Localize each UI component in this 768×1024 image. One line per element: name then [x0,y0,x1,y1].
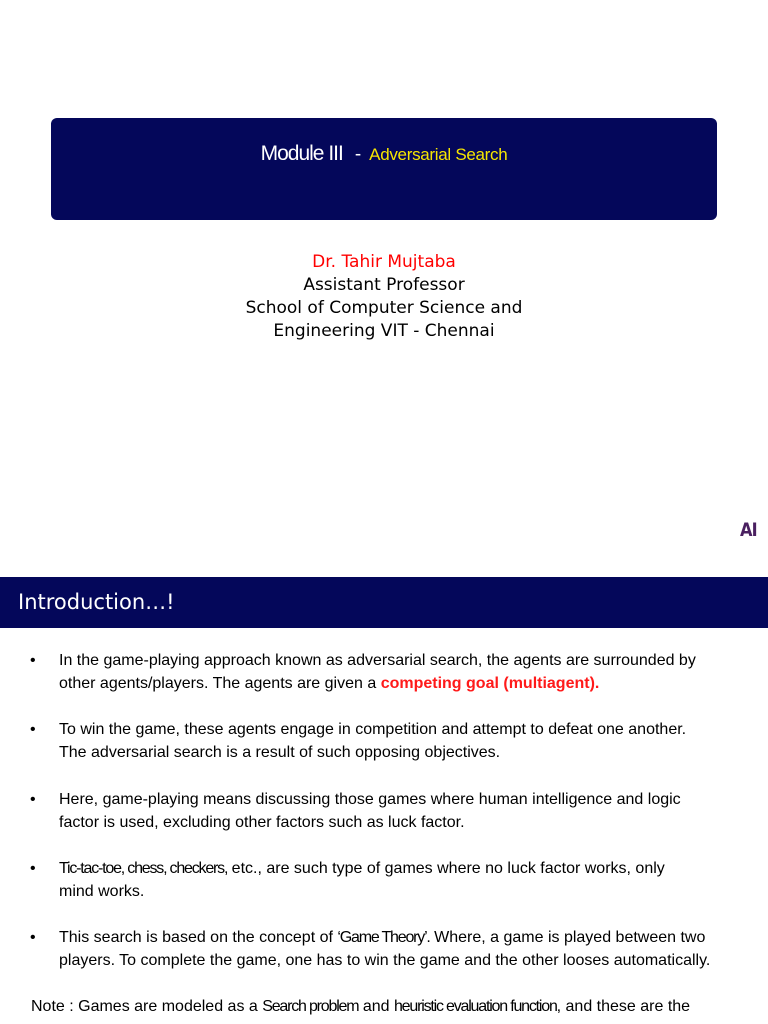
bullet-line: To win the game, these agents engage in competition and attempt to defeat one another. [59,721,687,738]
title-banner [51,118,717,220]
author-name: Dr. Tahir Mujtaba [312,252,456,272]
bullet-line [59,672,764,695]
intro-title: Introduction…! [18,590,175,614]
highlight-text: competing goal (multiagent). [380,675,600,692]
bullet-text [59,926,764,972]
author-block [0,251,768,343]
note-span: Search problem [262,998,359,1015]
bullet-icon: • [30,652,36,669]
bullet-text [59,649,764,695]
subject-title: Adversarial Search [369,145,508,164]
note-span: Note : Games are modeled as a [31,998,263,1015]
bullet-text [59,788,764,834]
bullet-line: The adversarial search is a result of such opposing objectives. [59,744,501,761]
author-school-line1: School of Computer Science and [245,298,523,318]
intro-header [0,577,768,628]
bullet-line: mind works. [59,883,145,900]
bullet-line: players. To complete the game, one has to win the game and the other looses automatically. [59,952,711,969]
bullet-icon: • [30,860,36,877]
note-text [31,995,768,1024]
note-span: , and these are the [556,998,691,1015]
bullet-icon: • [30,721,36,738]
author-school-line2: Engineering VIT - Chennai [273,321,495,341]
bullet-text-span: Tic-tac-toe, chess, checkers, [59,860,228,877]
bullet-line [59,857,764,880]
author-title: Assistant Professor [303,275,465,295]
bullet-line: factor is used, excluding other factors such as luck factor. [59,814,465,831]
bullet-text-span: ‘Game Theory’. [337,929,430,946]
title-line [51,142,717,166]
bullet-line: In the game-playing approach known as adversarial search, the agents are surrounded by [59,652,696,669]
ai-badge: AI [740,519,757,541]
bullet-text-span: other agents/players. The agents are given a [59,675,381,692]
bullet-text-span: etc., are such type of games where no luck factor works, only [227,860,665,877]
module-label: Module III [260,142,343,165]
bullet-icon: • [30,791,36,808]
title-separator: - [354,144,362,165]
note-span: heuristic evaluation function [393,998,557,1015]
bullet-line: Here, game-playing means discussing those games where human intelligence and logic [59,791,681,808]
bullet-line [59,926,764,949]
bullet-text [59,718,764,764]
bullet-text [59,857,764,903]
bullet-text-span: Where, a game is played between two [429,929,706,946]
bullet-text-span: This search is based on the concept of [59,929,338,946]
bullet-icon: • [30,929,36,946]
note-span: and [358,998,394,1015]
